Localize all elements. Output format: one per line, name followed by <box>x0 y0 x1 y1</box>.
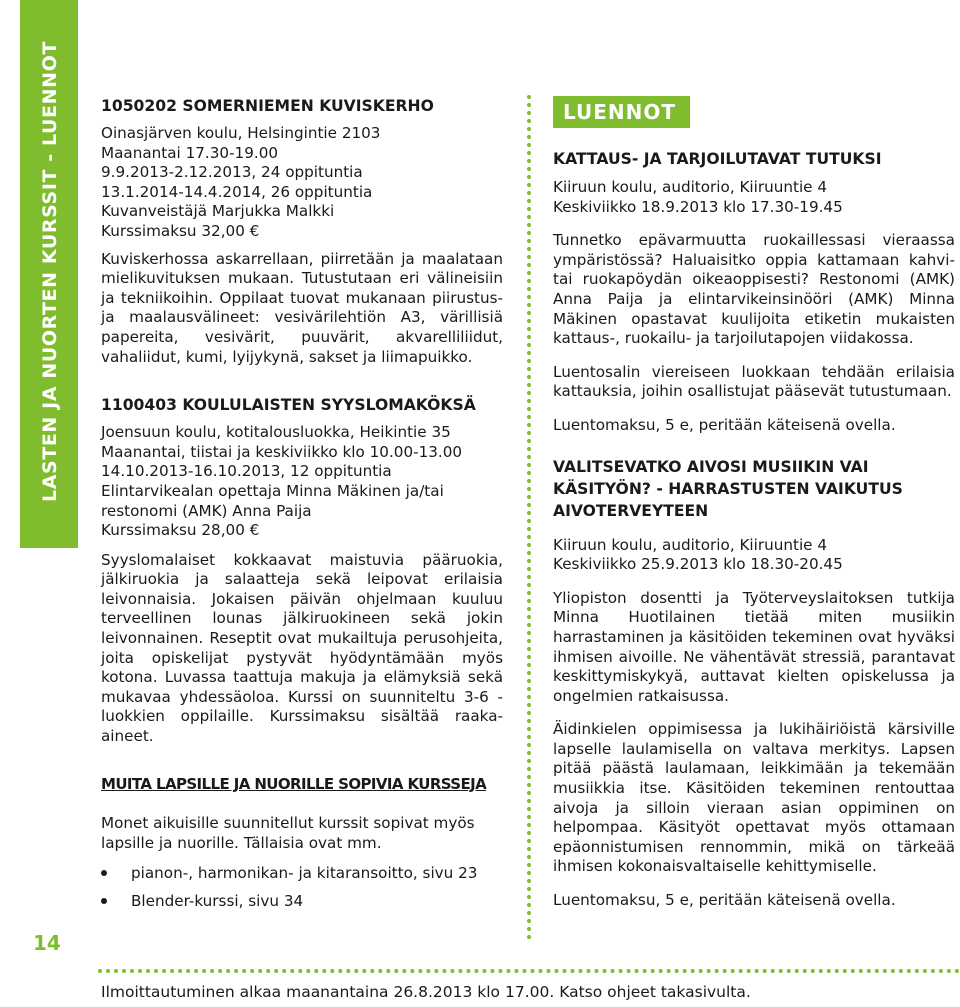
bullet-icon <box>101 870 107 876</box>
info-line: Elintarvikealan opettaja Minna Mäkinen ja/tai <box>101 481 444 500</box>
registration-note: Ilmoittautuminen alkaa maanantaina 26.8.2013 klo 17.00. Katso ohjeet takasivulta. <box>101 983 751 1001</box>
course-description: Kuviskerhossa askarrellaan, piirretään ja maalataan mielikuvituksen mukaan. Tutustutaan eri välineisiin ja tekniikoihin. Oppilaat tuovat mukanaan piirustus- ja maalausvälineet: vesivärilehtiön A3, värillisiä papereita, vesivärit, puuvärit, akvarelliliidut, vahaliidut, kumi, lyijykynä, sakset ja liimapuikko. <box>101 249 503 366</box>
lecture-description: Tunnetko epävarmuutta ruokaillessasi vieraassa ympäristössä? Haluaisitko oppia kattamaan kahvi- tai ruokapöydän oikeaoppisesti? Restonomi (AMK) Anna Paija ja elintarvikeinsinööri (AMK) Minna Mäkinen opastavat kuulijoita etiketin mukaisten kattaus-, ruokailu- ja tarjoilutapojen viidakossa. <box>553 231 955 348</box>
course-info <box>101 124 503 242</box>
info-line: 13.1.2014-14.4.2014, 26 oppituntia <box>101 182 373 201</box>
info-line: Keskiviikko 25.9.2013 klo 18.30-20.45 <box>553 555 843 574</box>
info-line: Kiiruun koulu, auditorio, Kiiruuntie 4 <box>553 178 827 196</box>
lecture-title: KATTAUS- JA TARJOILUTAVAT TUTUKSI <box>553 150 882 168</box>
section-title: LASTEN JA NUORTEN KURSSIT - LUENNOT <box>39 41 61 502</box>
info-line: Joensuun koulu, kotitalousluokka, Heikintie 35 <box>101 423 451 442</box>
lecture-fee: Luentomaksu, 5 e, peritään käteisenä ovella. <box>553 415 896 434</box>
bullet-icon <box>101 898 107 904</box>
info-line: 14.10.2013-16.10.2013, 12 oppituntia <box>101 462 392 481</box>
lecture-description: Yliopiston dosentti ja Työterveyslaitoksen tutkija Minna Huotilainen tietää miten musiikin harrastaminen ja käsitöiden tekeminen ovat hyväksi ihmisen aivoille. Ne vähentävät stressiä, parantavat keskittymiskykyä, auttavat kielten opiskelussa ja ongelmien ratkaisussa. <box>553 588 955 705</box>
list-item <box>101 887 503 915</box>
course-title: 1050202 SOMERNIEMEN KUVISKERHO <box>101 97 434 115</box>
course-description: Syyslomalaiset kokkaavat maistuvia pääruokia, jälkiruokia ja salaatteja sekä leipovat erilaisia leivonnaisia. Jokaisen päivän ohjelmaan kuuluu terveellinen lounas jälkiruokineen sekä jokin leivonnainen. Reseptit ovat mukailtuja perusohjeita, joita opiskelijat pystyvät hyödyntämään myös kotona. Luvassa taattuja makuja ja elämyksiä sekä mukavaa yhdessäoloa. Kurssi on suunniteltu 3-6 -luokkien oppilaille. Kurssimaksu sisältää raaka-aineet. <box>101 550 503 746</box>
info-line: Kurssimaksu 32,00 € <box>101 221 260 240</box>
lecture-description: Äidinkielen oppimisessa ja lukihäiriöistä kärsiville lapselle laulamisella on valtava merkitys. Lapsen pitää päästä laulamaan, leikkimään ja tekemään musiikkia itse. Käsitöiden tekeminen rentouttaa aivoja ja silloin vieraan asian oppiminen on helpompaa. Käsityöt opettavat myös ottamaan epäonnistumisen rennommin, mikä on tärkeää ihmisen kokonaisvaltaiselle kehittymiselle. <box>553 720 955 876</box>
column-divider <box>527 95 531 940</box>
lecture-description: Luentosalin viereiseen luokkaan tehdään erilaisia kattauksia, joihin osallistujat pääsevät tutustumaan. <box>553 362 955 401</box>
page-number: 14 <box>33 931 61 955</box>
info-line: Kiiruun koulu, auditorio, Kiiruuntie 4 <box>553 535 827 554</box>
lecture-info <box>553 178 955 217</box>
lecture-title: VALITSEVATKO AIVOSI MUSIIKIN VAI KÄSITYÖN? - HARRASTUSTEN VAIKUTUS AIVOTERVEYTEEN <box>553 457 903 520</box>
recommend-heading: MUITA LAPSILLE JA NUORILLE SOPIVIA KURSSEJA <box>101 774 487 793</box>
info-line: Maanantai, tiistai ja keskiviikko klo 10.00-13.00 <box>101 442 463 461</box>
info-line: Kuvanveistäjä Marjukka Malkki <box>101 202 335 221</box>
info-line: restonomi (AMK) Anna Paija <box>101 501 312 520</box>
right-column <box>553 96 955 911</box>
sidebar <box>0 0 80 970</box>
lecture-fee: Luentomaksu, 5 e, peritään käteisenä ovella. <box>553 891 896 910</box>
info-line: Maanantai 17.30-19.00 <box>101 143 279 162</box>
list-item <box>101 859 503 887</box>
lecture-info <box>553 536 955 575</box>
section-banner: LUENNOT <box>553 96 690 128</box>
list-item-label: pianon-, harmonikan- ja kitaransoitto, sivu 23 <box>131 864 478 883</box>
footer-divider <box>98 969 960 973</box>
left-column <box>101 96 503 915</box>
info-line: 9.9.2013-2.12.2013, 24 oppituntia <box>101 163 363 182</box>
course-info <box>101 423 503 541</box>
info-line: Oinasjärven koulu, Helsingintie 2103 <box>101 124 381 142</box>
recommend-text: Monet aikuisille suunnitellut kurssit sopivat myös lapsille ja nuorille. Tällaisia ovat mm. <box>101 814 475 852</box>
recommend-list <box>101 859 503 915</box>
course-title: 1100403 KOULULAISTEN SYYSLOMAKÖKSÄ <box>101 396 476 415</box>
list-item-label: Blender-kurssi, sivu 34 <box>131 892 304 911</box>
info-line: Kurssimaksu 28,00 € <box>101 521 260 540</box>
info-line: Keskiviikko 18.9.2013 klo 17.30-19.45 <box>553 197 843 216</box>
